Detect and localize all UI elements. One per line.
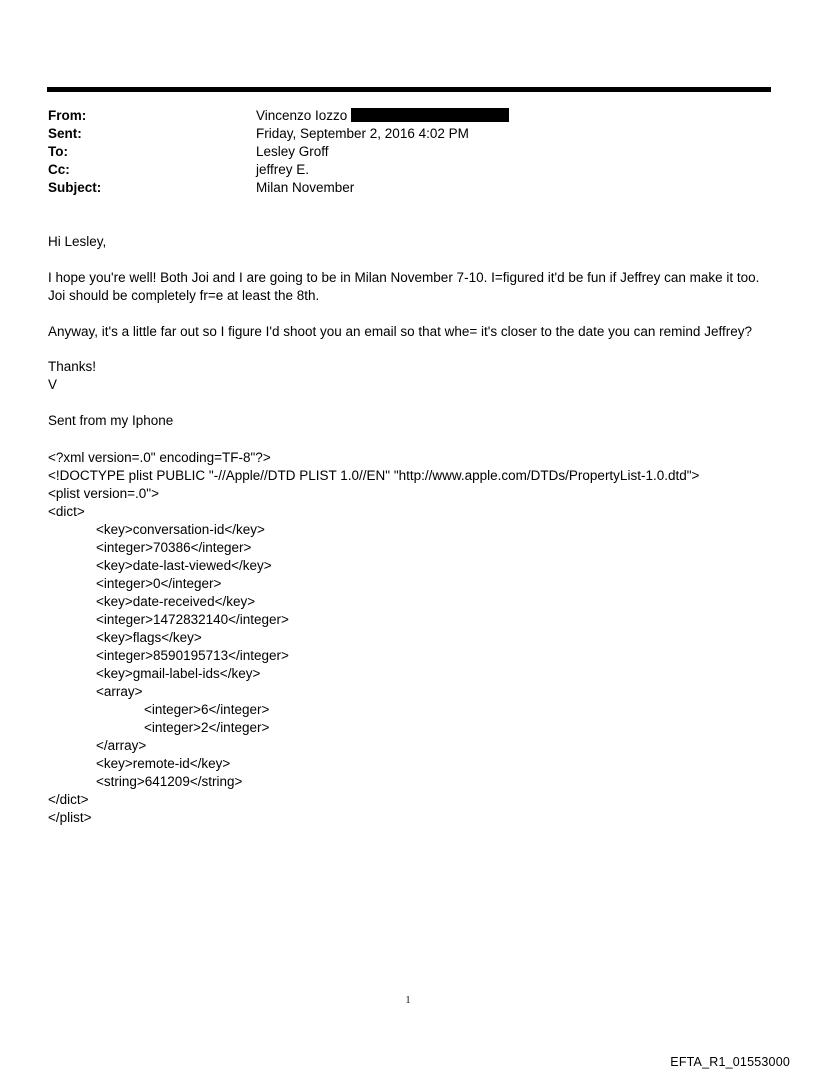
- greeting: Hi Lesley,: [48, 234, 107, 249]
- sent-row: [48, 125, 768, 143]
- thanks-line: Thanks!: [48, 359, 97, 374]
- from-value: Vincenzo Iozzo: [256, 108, 348, 123]
- paragraph-2: Anyway, it's a little far out so I figure I'd shoot you an email so that whe= it's closer to the date you can remind Jeffrey?: [48, 324, 752, 339]
- to-label: To:: [48, 144, 68, 159]
- xml-line: <?xml version=.0" encoding=TF-8"?>: [48, 450, 271, 465]
- xml-line: <key>gmail-label-ids</key>: [96, 666, 261, 681]
- xml-line: <integer>0</integer>: [96, 576, 222, 591]
- header-rule: [47, 87, 771, 92]
- xml-line: <key>conversation-id</key>: [96, 522, 265, 537]
- from-label: From:: [48, 108, 87, 123]
- xml-line: </plist>: [48, 810, 92, 825]
- initial-line: V: [48, 377, 58, 392]
- xml-line: <array>: [96, 684, 143, 699]
- xml-line: <key>date-received</key>: [96, 594, 256, 609]
- page-number: 1: [405, 995, 411, 1006]
- to-value: Lesley Groff: [256, 144, 329, 159]
- redaction-bar: [351, 108, 509, 122]
- xml-line: <plist version=.0">: [48, 486, 159, 501]
- sent-value: Friday, September 2, 2016 4:02 PM: [256, 126, 469, 141]
- xml-line: </dict>: [48, 792, 89, 807]
- subject-value: Milan November: [256, 180, 355, 195]
- paragraph-1-line-2: Joi should be completely fr=e at least the 8th.: [48, 288, 320, 303]
- cc-row: [48, 161, 768, 179]
- xml-line: <integer>70386</integer>: [96, 540, 252, 555]
- cc-value: jeffrey E.: [256, 162, 310, 177]
- paragraph-1-line-1: I hope you're well! Both Joi and I are going to be in Milan November 7-10. I=figured it'd be fun if Jeffrey can make it too.: [48, 270, 760, 285]
- xml-block: [48, 449, 699, 827]
- xml-line: <dict>: [48, 504, 85, 519]
- cc-label: Cc:: [48, 162, 70, 177]
- subject-row: [48, 179, 768, 197]
- sent-label: Sent:: [48, 126, 82, 141]
- bates-number: EFTA_R1_01553000: [670, 1055, 790, 1069]
- xml-line: <key>date-last-viewed</key>: [96, 558, 272, 573]
- email-header: [48, 107, 768, 197]
- from-row: [48, 107, 768, 125]
- subject-label: Subject:: [48, 180, 102, 195]
- to-row: [48, 143, 768, 161]
- xml-line: </array>: [96, 738, 147, 753]
- from-value-wrap: [256, 107, 509, 125]
- xml-line: <key>flags</key>: [96, 630, 202, 645]
- xml-line: <integer>1472832140</integer>: [96, 612, 289, 627]
- xml-line: <key>remote-id</key>: [96, 756, 231, 771]
- signature-line: Sent from my Iphone: [48, 413, 174, 428]
- xml-line: <integer>8590195713</integer>: [96, 648, 289, 663]
- xml-line: <integer>6</integer>: [144, 702, 270, 717]
- xml-line: <!DOCTYPE plist PUBLIC "-//Apple//DTD PLIST 1.0//EN" "http://www.apple.com/DTDs/PropertyList-1.0.dtd">: [48, 468, 700, 483]
- xml-line: <integer>2</integer>: [144, 720, 270, 735]
- xml-line: <string>641209</string>: [96, 774, 243, 789]
